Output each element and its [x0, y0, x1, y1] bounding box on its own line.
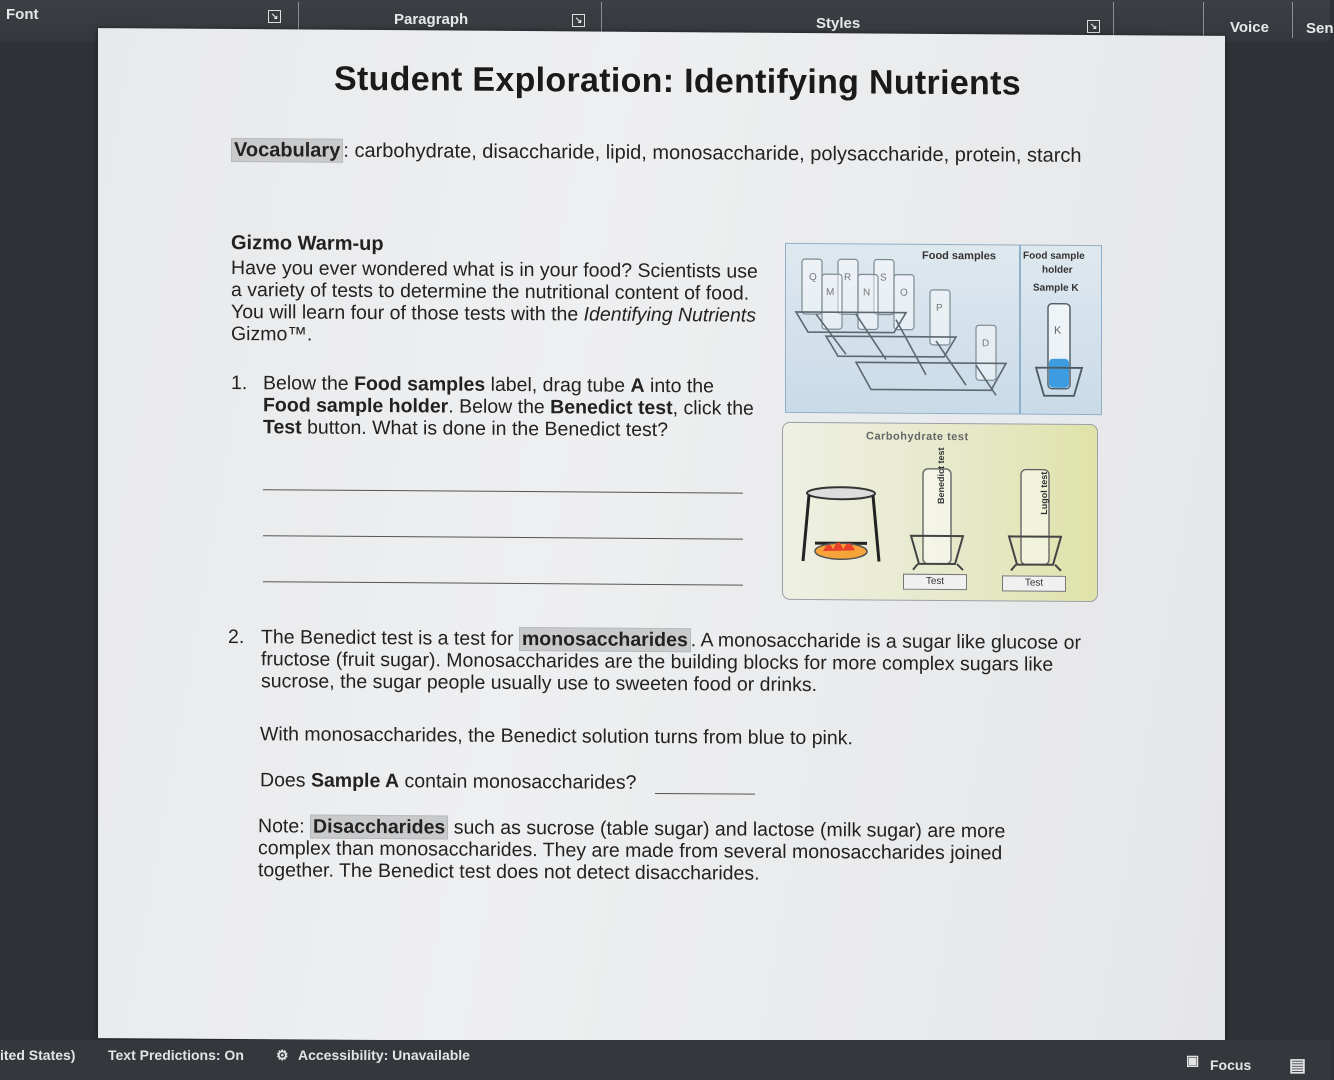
q1-text: into the [644, 374, 714, 398]
test-tube[interactable] [976, 325, 996, 380]
holder-sample-label: Sample K [1033, 282, 1079, 294]
test-tube[interactable] [822, 274, 842, 329]
vocabulary-label: Vocabulary [231, 138, 343, 163]
q1-bold: Food sample holder [263, 394, 449, 418]
q1-bold: Benedict test [550, 396, 673, 420]
q2-text: such as sucrose (table sugar) and lactose (milk sugar) are more complex than monosaccharides. They are made from several monosaccharides joined together. The Benedict test does not detect disaccharides. [258, 816, 1006, 885]
styles-dialog-launcher-icon[interactable]: ↘ [1087, 20, 1100, 33]
monosaccharides-term: monosaccharides [519, 627, 691, 652]
sensitivity-group-label: Sen [1306, 20, 1334, 37]
accessibility-icon: ⚙ [276, 1047, 289, 1063]
question-2-text [261, 626, 1121, 698]
vocabulary-terms: : carbohydrate, disaccharide, lipid, monosaccharide, polysaccharide, protein, starch [343, 139, 1082, 167]
document-page[interactable] [98, 28, 1225, 1046]
warmup-paragraph [231, 257, 766, 349]
font-dialog-launcher-icon[interactable]: ↘ [268, 10, 281, 23]
q1-text: label, drag tube [485, 373, 631, 397]
holder-label: holder [1042, 264, 1073, 276]
blue-liquid [1049, 359, 1069, 388]
answer-line[interactable] [263, 535, 743, 539]
tube-letter: O [900, 287, 908, 299]
food-samples-label: Food samples [922, 249, 996, 263]
q1-bold: A [630, 374, 645, 397]
q1-text: . Below the [448, 395, 551, 419]
q1-bold: Food samples [354, 372, 486, 396]
tube-letter: N [863, 287, 871, 299]
vocabulary-line [231, 139, 1082, 168]
page-title: Student Exploration: Identifying Nutrients [334, 59, 1021, 103]
paragraph-dialog-launcher-icon[interactable]: ↘ [572, 14, 585, 27]
tube-letter: Q [809, 272, 817, 284]
q2-text: Does [260, 769, 311, 792]
ribbon-divider [1113, 2, 1114, 38]
answer-line[interactable] [263, 489, 743, 493]
q1-text: button. What is done in the Benedict test? [301, 416, 669, 442]
ribbon-divider [1292, 2, 1293, 38]
lugol-test-label: Lugol test [1039, 471, 1049, 515]
q2-text: The Benedict test is a test for [261, 626, 519, 651]
q2-text: contain monosaccharides? [399, 770, 637, 794]
focus-icon[interactable]: ▣ [1186, 1052, 1200, 1068]
text-predictions-status[interactable]: Text Predictions: On [108, 1047, 244, 1063]
warmup-text-part: Gizmo™. [231, 322, 313, 346]
tube-letter: M [826, 287, 835, 299]
sample-a-label: Sample A [310, 769, 400, 793]
ribbon-divider [1203, 2, 1204, 38]
carbohydrate-test-label: Carbohydrate test [866, 430, 969, 444]
accessibility-status[interactable]: Accessibility: Unavailable [298, 1047, 470, 1063]
disaccharides-term: Disaccharides [310, 815, 448, 840]
font-group-label: Font [6, 6, 39, 23]
holder-label: Food sample [1023, 250, 1085, 262]
holder-tube-letter: K [1054, 324, 1062, 337]
warmup-gizmo-name: Identifying Nutrients [583, 303, 756, 327]
q1-bold: Test [263, 416, 302, 439]
q2-text: . A monosaccharide is a sugar like glucose or fructose (fruit sugar). Monosaccharides are the building blocks for more complex sugars like sucrose, the sugar people usually use to sweeten food or drinks. [261, 629, 1082, 697]
status-bar [0, 1040, 1330, 1080]
warmup-heading: Gizmo Warm-up [231, 231, 384, 256]
test-tube[interactable] [802, 259, 822, 314]
question-1-number: 1. [231, 371, 248, 395]
paragraph-group-label: Paragraph [394, 11, 469, 28]
tube-letter: S [880, 272, 887, 284]
read-mode-icon[interactable]: ▤ [1289, 1055, 1307, 1075]
carbohydrate-test-image [782, 422, 1098, 602]
lugol-test-button[interactable]: Test [1002, 575, 1066, 591]
tube-letter: D [982, 338, 990, 350]
benedict-test-button[interactable]: Test [903, 574, 967, 590]
answer-line[interactable] [263, 581, 743, 585]
burner-icon [803, 487, 879, 562]
q1-text: , click the [672, 397, 754, 420]
focus-button[interactable]: Focus [1210, 1057, 1252, 1073]
language-status[interactable]: ited States) [0, 1047, 76, 1063]
disaccharides-note [258, 815, 1058, 887]
benedict-test-label: Benedict test [936, 447, 946, 504]
question-2-number: 2. [228, 625, 245, 649]
warmup-text-part: Have you ever wondered what is in your food? Scientists use a variety of tests to determine the nutritional content of food. You will learn four of those tests with the [231, 256, 758, 326]
q2-text: Note: [258, 815, 311, 838]
tube-letter: P [936, 302, 943, 314]
voice-group-label: Voice [1230, 19, 1269, 36]
styles-group-label: Styles [816, 15, 861, 32]
benedict-color-note: With monosaccharides, the Benedict solution turns from blue to pink. [260, 723, 853, 750]
tube-letter: R [844, 272, 852, 284]
q1-text: Below the [263, 372, 355, 395]
food-samples-image [785, 243, 1102, 415]
short-answer-line[interactable] [655, 793, 755, 795]
question-1-text [263, 372, 763, 441]
